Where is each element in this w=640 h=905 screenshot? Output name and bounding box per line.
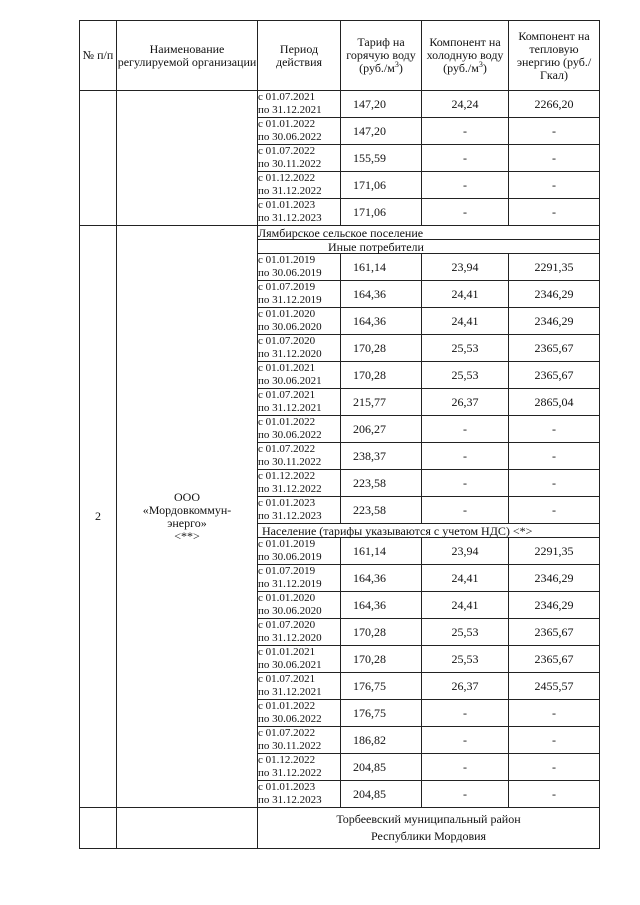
row-num-cell: 2: [80, 226, 117, 808]
period-to: по 30.11.2022: [258, 456, 322, 468]
period-cell: [258, 700, 341, 727]
period-from: с 01.01.2023: [258, 199, 316, 211]
heat-energy-component: 2346,29: [509, 565, 600, 592]
header-heat: Компонент на тепловую энергию (руб./Гкал): [509, 21, 600, 91]
period-to: по 30.06.2020: [258, 321, 322, 333]
cold-water-component: -: [422, 727, 509, 754]
period-from: с 01.12.2022: [258, 754, 316, 766]
heat-energy-component: 2346,29: [509, 281, 600, 308]
period-from: с 01.01.2023: [258, 781, 316, 793]
period-cell: [258, 416, 341, 443]
period-to: по 31.12.2023: [258, 794, 322, 806]
period-cell: [258, 727, 341, 754]
period-cell: [258, 335, 341, 362]
period-from: с 01.07.2020: [258, 335, 316, 347]
period-to: по 31.12.2019: [258, 294, 322, 306]
header-cold-sup: 3: [478, 60, 483, 69]
cold-water-component: 23,94: [422, 538, 509, 565]
heat-energy-component: 2346,29: [509, 308, 600, 335]
heat-energy-component: 2455,57: [509, 673, 600, 700]
hot-water-tariff: 204,85: [341, 781, 422, 808]
hot-water-tariff: 164,36: [341, 308, 422, 335]
cold-water-component: 24,41: [422, 281, 509, 308]
settlement-row: [80, 226, 600, 240]
period-to: по 30.06.2021: [258, 659, 322, 671]
org-name-line: ООО: [174, 489, 200, 504]
hot-water-tariff: 223,58: [341, 470, 422, 497]
period-cell: [258, 619, 341, 646]
header-row: [80, 21, 600, 91]
cold-water-component: 24,41: [422, 565, 509, 592]
cold-water-component: -: [422, 118, 509, 145]
period-to: по 31.12.2019: [258, 578, 322, 590]
cold-water-component: 24,41: [422, 308, 509, 335]
period-to: по 30.06.2019: [258, 267, 322, 279]
district-title: [258, 808, 600, 849]
hot-water-tariff: 170,28: [341, 619, 422, 646]
cold-water-component: -: [422, 145, 509, 172]
period-from: с 01.01.2021: [258, 362, 316, 374]
cold-water-component: 25,53: [422, 335, 509, 362]
heat-energy-component: 2266,20: [509, 91, 600, 118]
hot-water-tariff: 164,36: [341, 565, 422, 592]
period-cell: [258, 172, 341, 199]
heat-energy-component: 2365,67: [509, 619, 600, 646]
table-row: [80, 91, 600, 118]
period-from: с 01.01.2021: [258, 646, 316, 658]
header-cold: [422, 21, 509, 91]
hot-water-tariff: 186,82: [341, 727, 422, 754]
period-from: с 01.07.2021: [258, 91, 316, 103]
heat-energy-component: -: [509, 416, 600, 443]
period-to: по 31.12.2022: [258, 185, 322, 197]
hot-water-tariff: 238,37: [341, 443, 422, 470]
period-cell: [258, 443, 341, 470]
table-body: [80, 21, 600, 849]
period-from: с 01.01.2022: [258, 416, 316, 428]
period-from: с 01.12.2022: [258, 470, 316, 482]
org-name-line: «Мордовкоммун-: [142, 502, 232, 517]
cold-water-component: -: [422, 700, 509, 727]
period-to: по 30.06.2021: [258, 375, 322, 387]
cold-water-component: -: [422, 497, 509, 524]
cold-water-component: 23,94: [422, 254, 509, 281]
cold-water-component: -: [422, 470, 509, 497]
period-cell: [258, 308, 341, 335]
period-cell: [258, 389, 341, 416]
hot-water-tariff: 215,77: [341, 389, 422, 416]
heat-energy-component: -: [509, 172, 600, 199]
header-hot-close: ): [398, 61, 403, 75]
period-to: по 31.12.2020: [258, 348, 322, 360]
cold-water-component: -: [422, 416, 509, 443]
org-name-line: энерго»: [167, 515, 207, 530]
period-cell: [258, 145, 341, 172]
hot-water-tariff: 206,27: [341, 416, 422, 443]
period-cell: [258, 781, 341, 808]
row-num-cell: [80, 91, 117, 226]
hot-water-tariff: 204,85: [341, 754, 422, 781]
period-to: по 30.11.2022: [258, 158, 322, 170]
period-to: по 31.12.2021: [258, 402, 322, 414]
district-row: [80, 808, 600, 849]
period-to: по 30.06.2022: [258, 713, 322, 725]
hot-water-tariff: 170,28: [341, 335, 422, 362]
period-from: с 01.07.2020: [258, 619, 316, 631]
period-to: по 30.06.2020: [258, 605, 322, 617]
period-to: по 30.11.2022: [258, 740, 322, 752]
hot-water-tariff: 176,75: [341, 673, 422, 700]
hot-water-tariff: 171,06: [341, 199, 422, 226]
heat-energy-component: -: [509, 443, 600, 470]
group-title: Иные потребители: [258, 240, 600, 254]
cold-water-component: 26,37: [422, 673, 509, 700]
heat-energy-component: 2365,67: [509, 646, 600, 673]
period-to: по 30.06.2022: [258, 429, 322, 441]
cold-water-component: 24,24: [422, 91, 509, 118]
period-cell: [258, 673, 341, 700]
hot-water-tariff: 170,28: [341, 362, 422, 389]
heat-energy-component: -: [509, 754, 600, 781]
period-to: по 31.12.2020: [258, 632, 322, 644]
district-line: Торбеевский муниципальный район: [336, 812, 521, 826]
period-to: по 31.12.2022: [258, 767, 322, 779]
heat-energy-component: 2291,35: [509, 538, 600, 565]
period-from: с 01.01.2023: [258, 497, 316, 509]
header-cold-close: ): [482, 61, 487, 75]
period-cell: [258, 470, 341, 497]
period-cell: [258, 754, 341, 781]
period-from: с 01.12.2022: [258, 172, 316, 184]
period-from: с 01.07.2019: [258, 565, 316, 577]
heat-energy-component: -: [509, 470, 600, 497]
hot-water-tariff: 171,06: [341, 172, 422, 199]
header-num: № п/п: [80, 21, 117, 91]
period-cell: [258, 254, 341, 281]
org-cell: [117, 808, 258, 849]
hot-water-tariff: 147,20: [341, 118, 422, 145]
cold-water-component: -: [422, 443, 509, 470]
group-title: Население (тарифы указываются с учетом НДС) <*>: [258, 524, 600, 538]
cold-water-component: -: [422, 199, 509, 226]
period-from: с 01.01.2020: [258, 592, 316, 604]
period-to: по 31.12.2022: [258, 483, 322, 495]
period-from: с 01.01.2020: [258, 308, 316, 320]
period-cell: [258, 199, 341, 226]
period-from: с 01.07.2021: [258, 673, 316, 685]
header-hot-text: Тариф на горячую воду (руб./м: [346, 35, 416, 75]
period-cell: [258, 565, 341, 592]
header-period: Период действия: [258, 21, 341, 91]
hot-water-tariff: 161,14: [341, 538, 422, 565]
cold-water-component: -: [422, 781, 509, 808]
header-org: Наименование регулируемой организации: [117, 21, 258, 91]
cold-water-component: -: [422, 172, 509, 199]
heat-energy-component: -: [509, 497, 600, 524]
period-from: с 01.01.2019: [258, 254, 316, 266]
heat-energy-component: -: [509, 700, 600, 727]
hot-water-tariff: 147,20: [341, 91, 422, 118]
hot-water-tariff: 164,36: [341, 592, 422, 619]
cold-water-component: 25,53: [422, 619, 509, 646]
cold-water-component: 25,53: [422, 646, 509, 673]
period-to: по 31.12.2023: [258, 212, 322, 224]
period-cell: [258, 538, 341, 565]
period-from: с 01.07.2021: [258, 389, 316, 401]
org-cell: [117, 91, 258, 226]
hot-water-tariff: 164,36: [341, 281, 422, 308]
period-cell: [258, 91, 341, 118]
tariff-table: [79, 20, 600, 849]
period-from: с 01.01.2019: [258, 538, 316, 550]
period-to: по 31.12.2021: [258, 686, 322, 698]
period-to: по 31.12.2021: [258, 104, 322, 116]
heat-energy-component: 2865,04: [509, 389, 600, 416]
hot-water-tariff: 170,28: [341, 646, 422, 673]
heat-energy-component: 2365,67: [509, 335, 600, 362]
period-to: по 30.06.2022: [258, 131, 322, 143]
period-cell: [258, 592, 341, 619]
heat-energy-component: -: [509, 145, 600, 172]
period-cell: [258, 118, 341, 145]
district-line: Республики Мордовия: [370, 829, 487, 843]
org-name-line: <**>: [174, 528, 200, 543]
cold-water-component: -: [422, 754, 509, 781]
row-num-cell: [80, 808, 117, 849]
settlement-title: Лямбирское сельское поселение: [258, 226, 600, 240]
period-from: с 01.07.2022: [258, 145, 316, 157]
cold-water-component: 26,37: [422, 389, 509, 416]
period-from: с 01.01.2022: [258, 118, 316, 130]
header-cold-text: Компонент на холодную воду (руб./м: [426, 35, 504, 75]
hot-water-tariff: 161,14: [341, 254, 422, 281]
hot-water-tariff: 155,59: [341, 145, 422, 172]
period-to: по 30.06.2019: [258, 551, 322, 563]
header-hot: [341, 21, 422, 91]
heat-energy-component: -: [509, 727, 600, 754]
cold-water-component: 25,53: [422, 362, 509, 389]
period-to: по 31.12.2023: [258, 510, 322, 522]
period-cell: [258, 281, 341, 308]
hot-water-tariff: 176,75: [341, 700, 422, 727]
heat-energy-component: 2346,29: [509, 592, 600, 619]
org-cell: [117, 226, 258, 808]
heat-energy-component: 2365,67: [509, 362, 600, 389]
period-cell: [258, 646, 341, 673]
period-from: с 01.01.2022: [258, 700, 316, 712]
heat-energy-component: 2291,35: [509, 254, 600, 281]
heat-energy-component: -: [509, 781, 600, 808]
cold-water-component: 24,41: [422, 592, 509, 619]
period-from: с 01.07.2022: [258, 727, 316, 739]
header-hot-sup: 3: [394, 60, 399, 69]
heat-energy-component: -: [509, 118, 600, 145]
period-from: с 01.07.2019: [258, 281, 316, 293]
hot-water-tariff: 223,58: [341, 497, 422, 524]
period-cell: [258, 362, 341, 389]
period-cell: [258, 497, 341, 524]
heat-energy-component: -: [509, 199, 600, 226]
period-from: с 01.07.2022: [258, 443, 316, 455]
